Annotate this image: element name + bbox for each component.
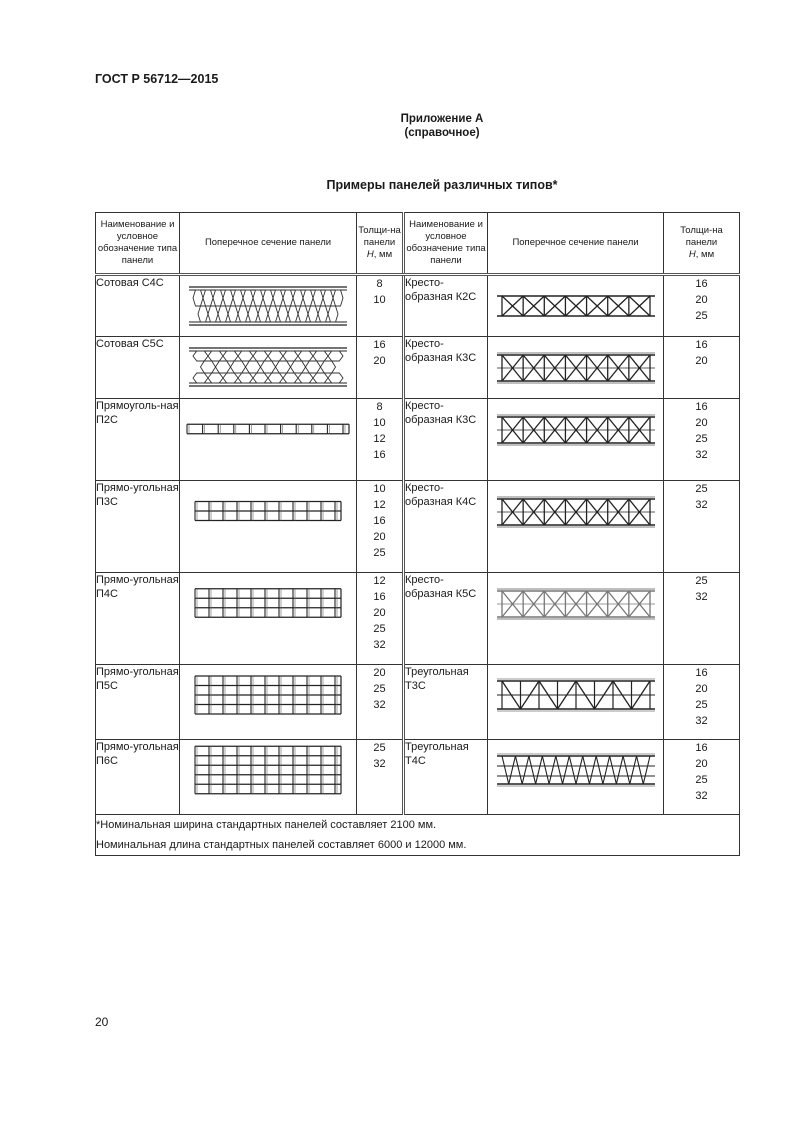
cross-section-cell: [488, 481, 664, 573]
panel-type-name: Треугольная Т3С: [404, 665, 488, 740]
thickness-value: 20: [695, 355, 708, 367]
header-thickness-symbol: H: [366, 249, 374, 260]
cross-section-cell: [180, 399, 357, 481]
thickness-value: 10: [373, 294, 386, 306]
panel-type-name: Кресто-образная К3С: [404, 399, 488, 481]
thickness-value: 25: [373, 547, 386, 559]
thickness-value: 10: [373, 417, 386, 429]
header-thickness: [357, 213, 404, 275]
table-row: [96, 337, 740, 399]
thickness-value: 25: [695, 575, 708, 587]
appendix-type: (справочное): [404, 127, 480, 139]
cross-k5c-section-icon: [491, 573, 661, 633]
panel-type-name: Кресто-образная К4С: [404, 481, 488, 573]
table-header-row: [96, 213, 740, 275]
table-row: [96, 573, 740, 665]
header-thickness-label: Толщи-на панели: [358, 225, 401, 248]
thickness-value: 20: [695, 758, 708, 770]
thickness-value: 25: [373, 742, 386, 754]
rectangular-p5c-section-icon: [183, 665, 353, 725]
rectangular-p4c-section-icon: [183, 573, 353, 633]
cross-section-cell: [488, 337, 664, 399]
cross-k2c-section-icon: [491, 276, 661, 336]
thickness-value: 32: [695, 449, 708, 461]
cross-section-cell: [488, 399, 664, 481]
cross-section-cell: [488, 573, 664, 665]
standard-code: ГОСТ Р 56712—2015: [95, 72, 219, 86]
thickness-values: [664, 275, 740, 337]
thickness-value: 16: [373, 591, 386, 603]
table-row: [96, 740, 740, 815]
thickness-value: 16: [695, 278, 708, 290]
thickness-value: 20: [373, 607, 386, 619]
header-thickness-right: [664, 213, 740, 275]
header-thickness-symbol: H: [688, 249, 696, 260]
header-name: Наименование и условное обозначение типа панели: [96, 213, 180, 275]
page-number: 20: [95, 1015, 109, 1029]
header-thickness-label: Толщи-на панели: [680, 225, 723, 248]
thickness-value: 25: [695, 483, 708, 495]
thickness-value: 25: [695, 310, 708, 322]
thickness-value: 20: [695, 683, 708, 695]
appendix-heading: [0, 112, 794, 140]
thickness-value: 12: [373, 499, 386, 511]
panel-type-name: Прямо-угольная П3С: [96, 481, 180, 573]
thickness-values: [664, 740, 740, 815]
cross-section-cell: [488, 740, 664, 815]
thickness-values: [357, 740, 404, 815]
cross-section-cell: [180, 337, 357, 399]
thickness-value: 32: [373, 699, 386, 711]
thickness-value: 32: [695, 499, 708, 511]
thickness-values: [357, 337, 404, 399]
rectangular-p3c-section-icon: [183, 481, 353, 541]
cross-k3c-section-icon: [491, 337, 661, 397]
cross-k3c-alt-section-icon: [491, 399, 661, 459]
header-name-right: Наименование и условное обозначение типа панели: [404, 213, 488, 275]
thickness-value: 16: [695, 401, 708, 413]
thickness-value: 32: [695, 715, 708, 727]
thickness-values: [664, 481, 740, 573]
thickness-value: 16: [695, 742, 708, 754]
thickness-value: 8: [376, 278, 383, 290]
thickness-value: 8: [376, 401, 383, 413]
thickness-values: [357, 275, 404, 337]
thickness-value: 32: [373, 758, 386, 770]
thickness-values: [357, 665, 404, 740]
footnote-row: [96, 815, 740, 856]
footnote-width: *Номинальная ширина стандартных панелей составляет 2100 мм.: [96, 819, 437, 831]
footnotes: [96, 815, 740, 856]
thickness-values: [664, 573, 740, 665]
cross-section-cell: [180, 481, 357, 573]
thickness-value: 25: [695, 699, 708, 711]
thickness-value: 12: [373, 433, 386, 445]
panel-type-name: Кресто-образная К3С: [404, 337, 488, 399]
thickness-value: 25: [373, 623, 386, 635]
panel-type-name: Прямо-угольная П4С: [96, 573, 180, 665]
thickness-value: 10: [373, 483, 386, 495]
rectangular-p2c-section-icon: [183, 399, 353, 459]
thickness-value: 20: [695, 294, 708, 306]
honeycomb-c4c-section-icon: [183, 276, 353, 336]
table-row: [96, 665, 740, 740]
panel-type-name: Прямоуголь-ная П2С: [96, 399, 180, 481]
triangular-t3c-section-icon: [491, 665, 661, 725]
thickness-value: 20: [373, 531, 386, 543]
cross-section-cell: [180, 665, 357, 740]
panel-type-name: Кресто-образная К2С: [404, 275, 488, 337]
header-thickness-unit: , мм: [695, 249, 715, 260]
header-section-right: Поперечное сечение панели: [488, 213, 664, 275]
panel-type-name: Сотовая С5С: [96, 337, 180, 399]
thickness-value: 25: [373, 683, 386, 695]
thickness-value: 16: [373, 515, 386, 527]
table-row: [96, 481, 740, 573]
thickness-value: 16: [695, 667, 708, 679]
cross-section-cell: [488, 275, 664, 337]
thickness-value: 20: [373, 355, 386, 367]
thickness-value: 16: [695, 339, 708, 351]
thickness-value: 16: [373, 449, 386, 461]
thickness-values: [664, 399, 740, 481]
thickness-value: 20: [695, 417, 708, 429]
thickness-value: 32: [373, 639, 386, 651]
thickness-value: 25: [695, 774, 708, 786]
header-thickness-unit: , мм: [373, 249, 393, 260]
thickness-value: 25: [695, 433, 708, 445]
table-title: Примеры панелей различных типов*: [326, 178, 558, 192]
thickness-value: 12: [373, 575, 386, 587]
rectangular-p6c-section-icon: [183, 740, 353, 800]
cross-section-cell: [180, 740, 357, 815]
panel-type-name: Кресто-образная К5С: [404, 573, 488, 665]
cross-section-cell: [488, 665, 664, 740]
thickness-value: 16: [373, 339, 386, 351]
thickness-value: 32: [695, 790, 708, 802]
panel-type-name: Прямо-угольная П5С: [96, 665, 180, 740]
thickness-values: [357, 481, 404, 573]
thickness-values: [357, 573, 404, 665]
thickness-values: [664, 665, 740, 740]
thickness-value: 20: [373, 667, 386, 679]
panel-type-name: Треугольная Т4С: [404, 740, 488, 815]
footnote-length: Номинальная длина стандартных панелей составляет 6000 и 12000 мм.: [96, 839, 467, 851]
thickness-value: 32: [695, 591, 708, 603]
panel-type-name: Сотовая С4С: [96, 275, 180, 337]
honeycomb-c5c-section-icon: [183, 337, 353, 397]
cross-section-cell: [180, 275, 357, 337]
header-section: Поперечное сечение панели: [180, 213, 357, 275]
thickness-values: [664, 337, 740, 399]
appendix-title: Приложение А: [400, 113, 484, 125]
panel-types-table: [95, 212, 740, 856]
triangular-t4c-section-icon: [491, 740, 661, 800]
panel-type-name: Прямо-угольная П6С: [96, 740, 180, 815]
cross-section-cell: [180, 573, 357, 665]
cross-k4c-section-icon: [491, 481, 661, 541]
thickness-values: [357, 399, 404, 481]
table-row: [96, 399, 740, 481]
table-row: [96, 275, 740, 337]
